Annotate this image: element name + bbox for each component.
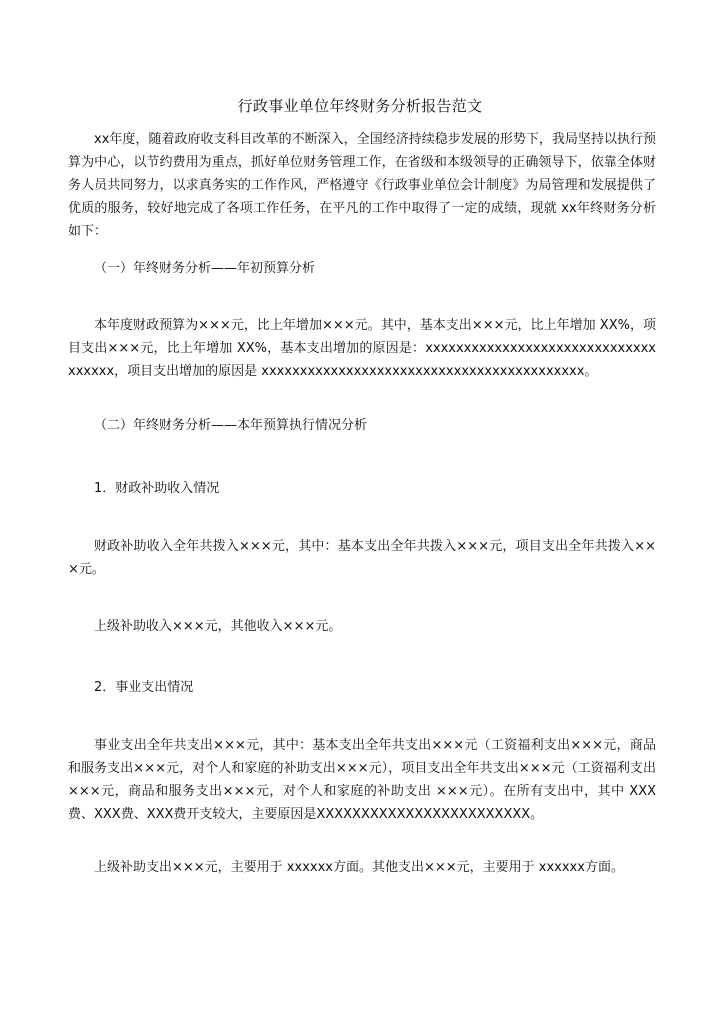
section1-paragraph: 本年度财政预算为×××元，比上年增加×××元。其中，基本支出×××元，比上年增加 XX%，项目支出×××元，比上年增加 XX%，基本支出增加的原因是：xxxxxxxxxxxxxxxxxxxxxxxxxxxxxxxxxxxx，项目支出增加的原因是 xxxxxxxxxxxxxxxxxxxxxxxxxxxxxxxxxxxxxxxxxx。	[68, 318, 656, 379]
subsection1-paragraph2: 上级补助收入×××元，其他收入×××元。	[94, 619, 342, 634]
subsection2-paragraph1: 事业支出全年共支出×××元，其中：基本支出全年共支出×××元（工资福利支出×××元，商品和服务支出×××元，对个人和家庭的补助支出×××元），项目支出全年共支出×××元（工资福利支出×××元，商品和服务支出×××元，对个人和家庭的补助支出 ×××元）。在所有支出中，其中 XXX费、XXX费、XXX费开支较大，主要原因是XXXXXXXXXXXXXXXXXXXXXXXX。	[68, 738, 656, 822]
section1-heading: （一）年终财务分析——年初预算分析	[94, 261, 316, 276]
subsection1-paragraph1: 财政补助收入全年共拨入×××元，其中：基本支出全年共拨入×××元，项目支出全年共拨入×××元。	[68, 539, 656, 577]
document-title: 行政事业单位年终财务分析报告范文	[237, 97, 483, 115]
subsection2-paragraph2: 上级补助支出×××元，主要用于 xxxxxx方面。其他支出×××元，主要用于 xxxxxx方面。	[94, 860, 624, 875]
section2-heading: （二）年终财务分析——本年预算执行情况分析	[94, 418, 368, 433]
subsection2-heading: 2．事业支出情况	[94, 680, 194, 695]
subsection1-heading: 1．财政补助收入情况	[94, 481, 220, 496]
intro-paragraph: xx年度，随着政府收支科目改革的不断深入，全国经济持续稳步发展的形势下，我局坚持以执行预算为中心，以节约费用为重点，抓好单位财务管理工作，在省级和本级领导的正确领导下，依靠全体财务人员共同努力，以求真务实的工作作风，严格遵守《行政事业单位会计制度》为局管理和发展提供了优质的服务，较好地完成了各项工作任务，在平凡的工作中取得了一定的成绩，现就 xx年终财务分析如下：	[68, 132, 656, 239]
